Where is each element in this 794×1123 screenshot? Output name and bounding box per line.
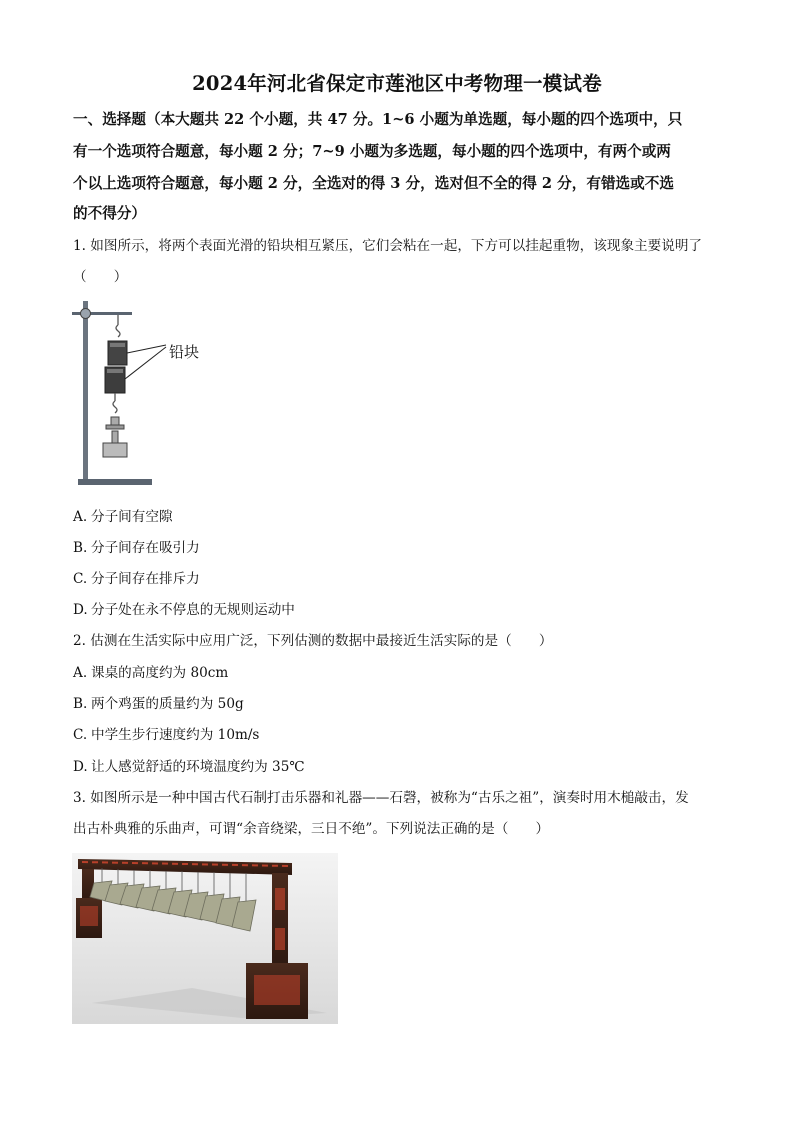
question-stem: 1. 如图所示，将两个表面光滑的铅块相互紧压，它们会粘在一起，下方可以挂起重物，该现象主要说明了 (73, 238, 703, 254)
stone-chime-figure (72, 853, 338, 1024)
option-b: B. 两个鸡蛋的质量约为 50g (73, 696, 244, 712)
stand-pole (83, 301, 88, 483)
option-c: C. 中学生步行速度约为 10m/s (73, 727, 260, 743)
option-d: D. 分子处在永不停息的无规则运动中 (73, 602, 295, 618)
section-line: 的不得分） (73, 205, 146, 222)
question-stem: 2. 估测在生活实际中应用广泛，下列估测的数据中最接近生活实际的是（ ） (73, 633, 553, 649)
option-a: A. 课桌的高度约为 80cm (73, 665, 229, 681)
chime-frame-post (272, 873, 288, 971)
option-d: D. 让人感觉舒适的环境温度约为 35℃ (73, 759, 305, 775)
figure-label: 铅块 (169, 343, 200, 361)
lead-block-figure (68, 293, 248, 493)
stand-base (78, 479, 152, 485)
option-b: B. 分子间存在吸引力 (73, 540, 200, 556)
page-title: 2024年河北省保定市莲池区中考物理一模试卷 (192, 72, 602, 95)
question-stem: 3. 如图所示是一种中国古代石制打击乐器和礼器——石磬，被称为“古乐之祖”，演奏时用木槌敲击，发 (73, 790, 689, 806)
clamp-icon (81, 309, 91, 319)
option-c: C. 分子间存在排斥力 (73, 571, 200, 587)
section-line: 一、选择题（本大题共 22 个小题，共 47 分。1~6 小题为单选题，每小题的四个选项中，只 (73, 111, 683, 128)
section-line: 有一个选项符合题意，每小题 2 分；7~9 小题为多选题，每小题的四个选项中，有两个或两 (73, 143, 671, 160)
question-stem: 出古朴典雅的乐曲声，可谓“余音绕梁，三日不绝”。下列说法正确的是（ ） (73, 821, 550, 837)
hook-icon (116, 325, 120, 337)
weight-icon (106, 425, 124, 429)
section-line: 个以上选项符合题意，每小题 2 分，全选对的得 3 分，选对但不全的得 2 分，有错选或不选 (73, 175, 674, 192)
option-a: A. 分子间有空隙 (73, 509, 173, 525)
weight-icon (103, 443, 127, 457)
question-stem: （ ） (73, 269, 128, 285)
